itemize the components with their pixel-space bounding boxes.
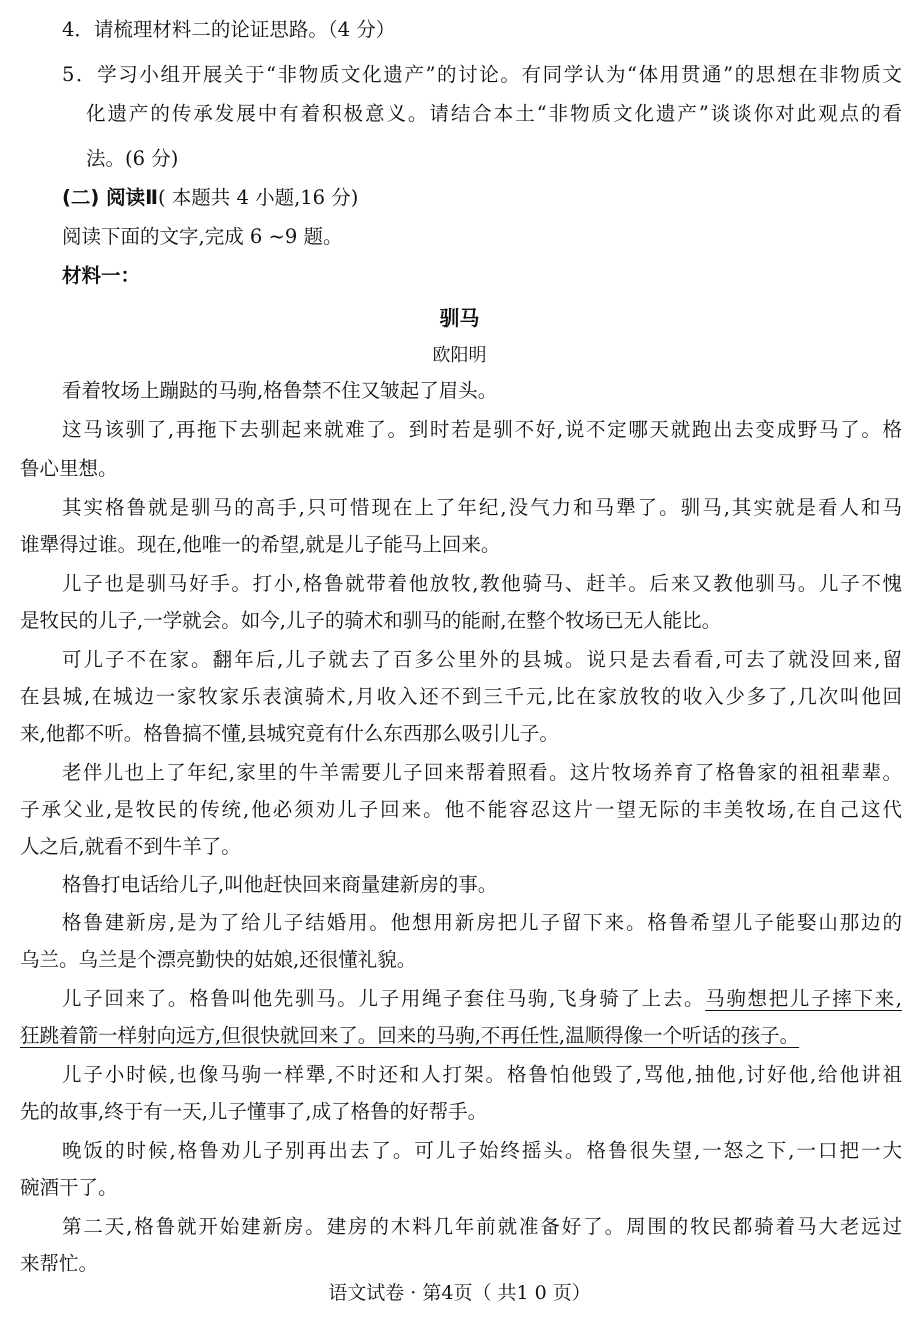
paragraph-8-line-2: 乌兰。乌兰是个漂亮勤快的姑娘,还很懂礼貌。 bbox=[20, 948, 417, 971]
question-5-line-1: 5．学习小组开展关于“非物质文化遗产”的讨论。有同学认为“体用贯通”的思想在非物质文 bbox=[62, 63, 902, 86]
paragraph-4-line-2: 是牧民的儿子,一学就会。如今,儿子的骑术和驯马的能耐,在整个牧场已无人能比。 bbox=[20, 609, 722, 632]
paragraph-1: 看着牧场上蹦跶的马驹,格鲁禁不住又皱起了眉头。 bbox=[62, 379, 498, 402]
paragraph-5-line-2: 在县城,在城边一家牧家乐表演骑术,月收入还不到三千元,比在家放牧的收入少多了,几次叫他回 bbox=[20, 685, 902, 708]
question-4: 4．请梳理材料二的论证思路。（4 分） bbox=[62, 18, 396, 41]
question-5-line-2: 化遗产的传承发展中有着积极意义。请结合本土“非物质文化遗产”谈谈你对此观点的看 bbox=[86, 102, 902, 125]
paragraph-3-line-2: 谁犟得过谁。现在,他唯一的希望,就是儿子能马上回来。 bbox=[20, 533, 501, 556]
paragraph-11-line-2: 碗酒干了。 bbox=[20, 1176, 118, 1199]
paragraph-6-line-2: 子承父业,是牧民的传统,他必须劝儿子回来。他不能容忍这片一望无际的丰美牧场,在自己这代 bbox=[20, 798, 902, 821]
underlined-sentence-end: 狂跳着箭一样射向远方,但很快就回来了。回来的马驹,不再任性,温顺得像一个听话的孩子。 bbox=[20, 1024, 800, 1047]
section-instruction: 阅读下面的文字,完成 6 ~9 题。 bbox=[62, 225, 343, 248]
question-5-line-3: 法。(6 分) bbox=[86, 147, 179, 170]
section-heading-title: (二) 阅读Ⅱ bbox=[62, 186, 158, 209]
paragraph-10-line-2: 先的故事,终于有一天,儿子懂事了,成了格鲁的好帮手。 bbox=[20, 1100, 488, 1123]
section-heading-detail: ( 本题共 4 小题,16 分) bbox=[157, 186, 359, 209]
paragraph-12-line-2: 来帮忙。 bbox=[20, 1252, 99, 1275]
paragraph-8-line-1: 格鲁建新房,是为了给儿子结婚用。他想用新房把儿子留下来。格鲁希望儿子能娶山那边的 bbox=[62, 911, 902, 934]
underlined-sentence-start: 马驹想把儿子摔下来, bbox=[705, 987, 902, 1010]
material-label: 材料一： bbox=[62, 264, 141, 287]
paragraph-6-line-3: 人之后,就看不到牛羊了。 bbox=[20, 835, 241, 858]
page-footer: 语文试卷 · 第4页（ 共1 0 页） bbox=[328, 1282, 591, 1304]
paragraph-9-line-2 bbox=[20, 1023, 860, 1049]
paragraph-3-line-1: 其实格鲁就是驯马的高手,只可惜现在上了年纪,没气力和马犟了。驯马,其实就是看人和马 bbox=[62, 496, 902, 519]
paragraph-6-line-1: 老伴儿也上了年纪,家里的牛羊需要儿子回来帮着照看。这片牧场养育了格鲁家的祖祖辈辈。 bbox=[62, 761, 902, 784]
story-title: 驯马 bbox=[439, 306, 480, 330]
paragraph-2-line-1: 这马该驯了,再拖下去驯起来就难了。到时若是驯不好,说不定哪天就跑出去变成野马了。格 bbox=[62, 418, 902, 441]
paragraph-12-line-1: 第二天,格鲁就开始建新房。建房的木料几年前就准备好了。周围的牧民都骑着马大老远过 bbox=[62, 1215, 902, 1238]
paragraph-10-line-1: 儿子小时候,也像马驹一样犟,不时还和人打架。格鲁怕他毁了,骂他,抽他,讨好他,给他讲祖 bbox=[62, 1063, 902, 1086]
paragraph-9-plain-text: 儿子回来了。格鲁叫他先驯马。儿子用绳子套住马驹,飞身骑了上去。 bbox=[62, 987, 706, 1010]
paragraph-5-line-3: 来,他都不听。格鲁搞不懂,县城究竟有什么东西那么吸引儿子。 bbox=[20, 722, 559, 745]
paragraph-5-line-1: 可儿子不在家。翻年后,儿子就去了百多公里外的县城。说只是去看看,可去了就没回来,留 bbox=[62, 648, 902, 671]
paragraph-11-line-1: 晚饭的时候,格鲁劝儿子别再出去了。可儿子始终摇头。格鲁很失望,一怒之下,一口把一大 bbox=[62, 1139, 902, 1162]
paragraph-2-line-2: 鲁心里想。 bbox=[20, 457, 118, 480]
story-author: 欧阳明 bbox=[432, 345, 487, 366]
paragraph-7: 格鲁打电话给儿子,叫他赶快回来商量建新房的事。 bbox=[62, 873, 498, 896]
section-heading bbox=[62, 185, 902, 211]
paragraph-9-line-1 bbox=[62, 986, 902, 1012]
paragraph-4-line-1: 儿子也是驯马好手。打小,格鲁就带着他放牧,教他骑马、赶羊。后来又教他驯马。儿子不愧 bbox=[62, 572, 902, 595]
